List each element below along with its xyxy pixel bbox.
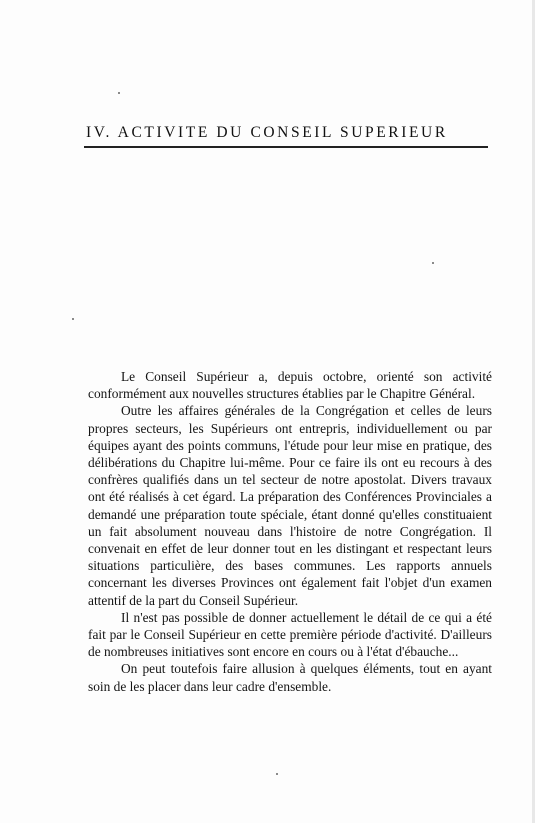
scan-speck	[432, 262, 434, 264]
paragraph-3: Il n'est pas possible de donner actuellement le détail de ce qui a été fait par le Conseil Supérieur en cette première période d'activité. D'ailleurs de nombreuses initiatives sont encore en cours ou à l'état d'ébauche...	[88, 609, 492, 660]
scan-speck	[276, 773, 278, 775]
scan-speck	[72, 318, 74, 320]
scan-speck	[118, 92, 120, 94]
section-heading: IV. ACTIVITE DU CONSEIL SUPERIEUR	[86, 124, 448, 141]
heading-underline	[84, 146, 488, 148]
paragraph-2: Outre les affaires générales de la Congrégation et celles de leurs propres secteurs, les Supérieurs ont entrepris, individuellement ou par équipes ayant des points communs, l'étude pour leur mise en pratique, des délibérations du Chapitre lui-même. Pour ce faire ils ont eu recours à des confrères qualifiés dans un tel secteur de notre apostolat. Divers travaux ont été réalisés à cet égard. La préparation des Conférences Provinciales a demandé une préparation toute spéciale, étant donné qu'elles constituaient un fait absolument nouveau dans l'histoire de notre Congrégation. Il convenait en effet de leur donner tout en les distingant et respectant leurs situations particulière, des bases communes. Les rapports annuels concernant les diverses Provinces ont également fait l'objet d'un examen attentif de la part du Conseil Supérieur.	[88, 403, 492, 608]
body-text	[88, 368, 492, 695]
paragraph-1: Le Conseil Supérieur a, depuis octobre, orienté son activité conformément aux nouvelles structures établies par le Chapitre Général.	[88, 369, 492, 402]
paragraph-4: On peut toutefois faire allusion à quelques éléments, tout en ayant soin de les placer dans leur cadre d'ensemble.	[88, 661, 492, 694]
